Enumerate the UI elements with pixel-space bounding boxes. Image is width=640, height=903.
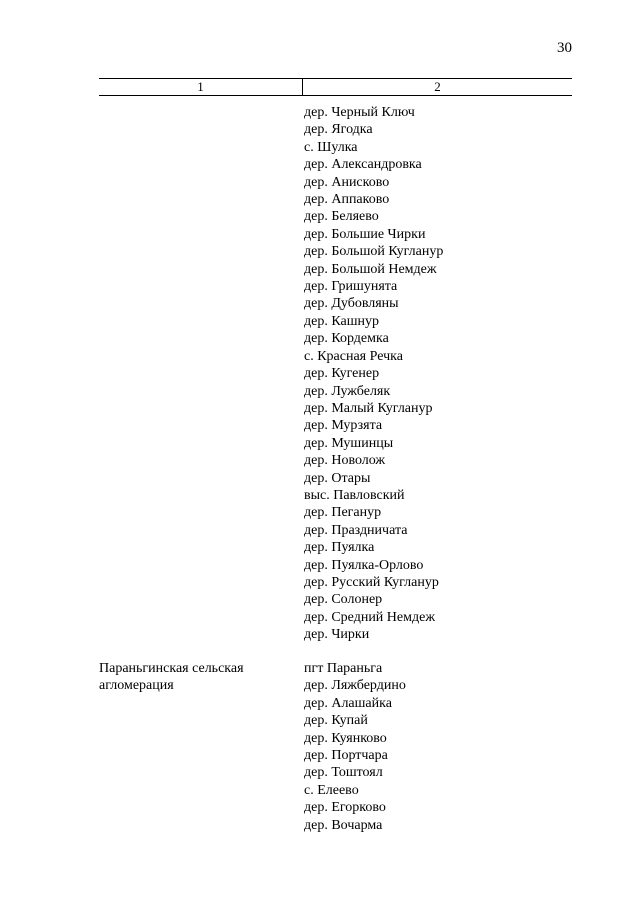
settlement-item: дер. Купай: [304, 713, 368, 729]
settlement-item: дер. Новолож: [304, 453, 386, 469]
settlement-list: [304, 104, 572, 644]
settlement-item: дер. Русский Кугланур: [304, 574, 439, 590]
settlement-item: дер. Анисково: [304, 174, 390, 190]
settlement-item: дер. Черный Ключ: [304, 105, 415, 120]
settlement-item: дер. Мурзята: [304, 418, 383, 434]
settlement-item: дер. Пуялка-Орлово: [304, 557, 424, 573]
settlement-item: дер. Чирки: [304, 627, 370, 643]
settlement-item: дер. Кугенер: [304, 366, 380, 382]
settlement-list: [304, 660, 572, 834]
table-header: [99, 78, 572, 96]
settlement-item: дер. Гришунята: [304, 279, 398, 295]
settlement-item: дер. Лужбеляк: [304, 383, 391, 399]
settlement-item: дер. Портчара: [304, 748, 388, 764]
settlement-item: дер. Вочарма: [304, 817, 383, 833]
settlement-item: дер. Большой Немдеж: [304, 261, 437, 277]
settlement-item: дер. Дубовляны: [304, 296, 399, 312]
settlement-item: выс. Павловский: [304, 487, 405, 503]
settlement-item: дер. Кордемка: [304, 331, 389, 347]
column-2-number: 2: [434, 79, 441, 94]
settlement-item: дер. Праздничата: [304, 522, 408, 538]
settlement-item: дер. Мушинцы: [304, 435, 394, 451]
settlement-item: дер. Пеганур: [304, 505, 382, 521]
settlement-item: дер. Александровка: [304, 157, 422, 173]
agglomeration-name: Параньгинская сельская агломерация: [99, 661, 244, 694]
settlement-item: дер. Солонер: [304, 592, 383, 608]
settlement-item: дер. Большой Кугланур: [304, 244, 444, 260]
settlement-item: дер. Кашнур: [304, 313, 379, 329]
settlement-item: дер. Ягодка: [304, 122, 373, 138]
settlement-item: дер. Малый Кугланур: [304, 400, 433, 416]
settlement-item: с. Елеево: [304, 782, 359, 798]
column-1-number: 1: [197, 79, 204, 94]
settlement-item: дер. Большие Чирки: [304, 226, 426, 242]
page-number: 30: [557, 40, 572, 56]
settlement-item: с. Красная Речка: [304, 348, 403, 364]
settlement-item: дер. Аппаково: [304, 192, 390, 208]
settlement-item: дер. Средний Немдеж: [304, 609, 435, 625]
settlement-item: пгт Параньга: [304, 661, 383, 676]
settlement-item: дер. Куянково: [304, 730, 387, 746]
settlement-item: дер. Ляжбердино: [304, 678, 406, 694]
settlement-item: дер. Пуялка: [304, 540, 375, 556]
settlement-item: дер. Алашайка: [304, 695, 392, 711]
settlement-item: дер. Отары: [304, 470, 371, 486]
settlement-item: с. Шулка: [304, 139, 358, 155]
settlement-item: дер. Беляево: [304, 209, 379, 225]
settlement-item: дер. Егорково: [304, 800, 386, 816]
settlement-item: дер. Тоштоял: [304, 765, 383, 781]
